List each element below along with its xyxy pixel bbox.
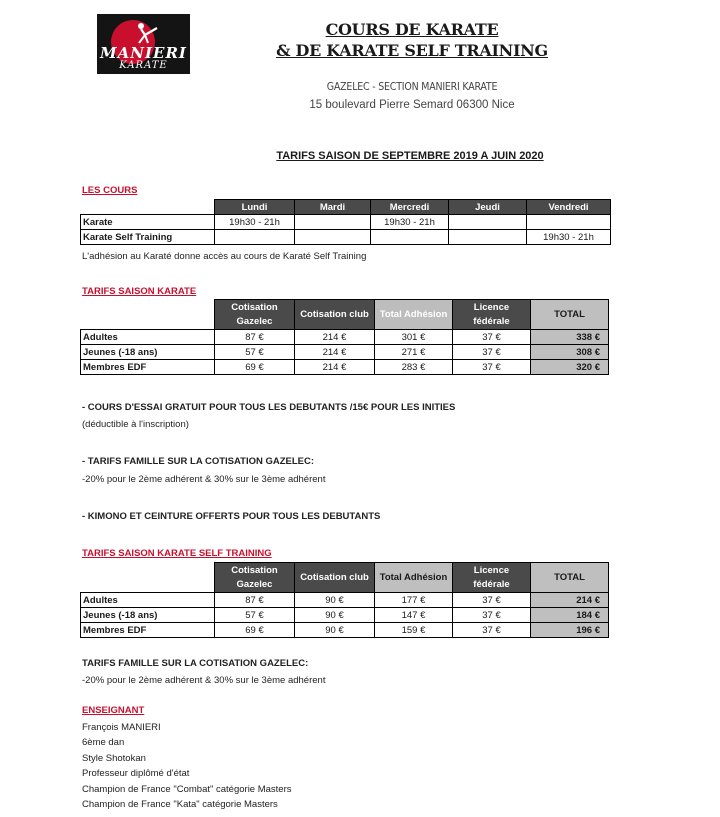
- self-training-price-table: [80, 562, 609, 638]
- address: 15 boulevard Pierre Semard 06300 Nice: [309, 99, 515, 111]
- self-famille-note: TARIFS FAMILLE SUR LA COTISATION GAZELEC:: [82, 658, 309, 669]
- price-cell: 87 €: [215, 330, 295, 345]
- schedule-cell: [371, 230, 449, 245]
- header-cotisation-gazelec: [215, 563, 295, 593]
- season-title: TARIFS SAISON DE SEPTEMBRE 2019 A JUIN 2020: [276, 150, 544, 162]
- cours-note: L'adhésion au Karaté donne accès au cours de Karaté Self Training: [82, 251, 367, 262]
- schedule-cell: [295, 215, 371, 230]
- schedule-cell: [449, 215, 527, 230]
- header-text: Licence: [473, 564, 510, 576]
- kimono-note: - KIMONO ET CEINTURE OFFERTS POUR TOUS LES DEBUTANTS: [82, 511, 381, 522]
- price-cell: 214 €: [295, 330, 375, 345]
- row-label: Adultes: [81, 593, 215, 608]
- price-header-row: [81, 300, 609, 330]
- row-label: Karate Self Training: [81, 230, 215, 245]
- header-total-adhesion: Total Adhésion: [375, 300, 453, 330]
- row-label: Karate: [81, 215, 215, 230]
- total-cell: 338 €: [531, 330, 609, 345]
- header-licence-federale: [453, 563, 531, 593]
- cours-section-title: LES COURS: [82, 185, 138, 196]
- schedule-cell: [449, 230, 527, 245]
- schedule-cell: 19h30 - 21h: [371, 215, 449, 230]
- section-name: GAZELEC - SECTION MANIERI KARATE: [326, 81, 498, 93]
- cours-table: [80, 199, 611, 245]
- header-total: TOTAL: [531, 300, 609, 330]
- schedule-cell: 19h30 - 21h: [527, 230, 611, 245]
- cours-header-row: [81, 200, 611, 215]
- header-text: Cotisation: [231, 301, 278, 313]
- table-row: [81, 623, 609, 638]
- row-label: Jeunes (-18 ans): [81, 345, 215, 360]
- logo-word-karate: KARATE: [119, 60, 168, 71]
- header-cotisation-club: Cotisation club: [295, 300, 375, 330]
- total-cell: 214 €: [531, 593, 609, 608]
- price-cell: 214 €: [295, 345, 375, 360]
- price-cell: 90 €: [295, 623, 375, 638]
- schedule-cell: [295, 230, 371, 245]
- header-text: fédérale: [473, 578, 510, 590]
- price-cell: 37 €: [453, 330, 531, 345]
- price-cell: 177 €: [375, 593, 453, 608]
- table-row: [81, 230, 611, 245]
- header-cotisation-club: Cotisation club: [295, 563, 375, 593]
- row-label: Membres EDF: [81, 623, 215, 638]
- price-cell: 90 €: [295, 593, 375, 608]
- header-licence-federale: [453, 300, 531, 330]
- schedule-cell: [215, 230, 295, 245]
- price-cell: 159 €: [375, 623, 453, 638]
- famille-subnote: -20% pour le 2ème adhérent & 30% sur le 3ème adhérent: [82, 474, 326, 485]
- logo-word-manieri: MANIERI: [100, 44, 187, 62]
- table-row: [81, 215, 611, 230]
- price-cell: 57 €: [215, 608, 295, 623]
- header-text: fédérale: [473, 315, 510, 327]
- enseignant-line: Style Shotokan: [82, 752, 146, 764]
- title-line-1: COURS DE KARATE: [325, 20, 499, 39]
- enseignant-line: Champion de France "Combat" catégorie Masters: [82, 783, 292, 795]
- day-vendredi: Vendredi: [527, 200, 611, 215]
- enseignant-section-title: ENSEIGNANT: [82, 705, 145, 716]
- price-cell: 271 €: [375, 345, 453, 360]
- table-row: [81, 360, 609, 375]
- table-row: [81, 593, 609, 608]
- total-cell: 308 €: [531, 345, 609, 360]
- karate-price-table: [80, 299, 609, 375]
- header-text: Gazelec: [236, 578, 273, 590]
- price-cell: 90 €: [295, 608, 375, 623]
- price-cell: 37 €: [453, 593, 531, 608]
- table-row: [81, 608, 609, 623]
- price-cell: 69 €: [215, 623, 295, 638]
- famille-note: - TARIFS FAMILLE SUR LA COTISATION GAZELEC:: [82, 456, 315, 467]
- enseignant-line: Professeur diplômé d'état: [82, 768, 190, 780]
- enseignant-line: 6ème dan: [82, 737, 125, 749]
- essai-subnote: (déductible à l'inscription): [82, 419, 189, 430]
- karateka-icon: [133, 22, 159, 44]
- row-label: Jeunes (-18 ans): [81, 608, 215, 623]
- day-mercredi: Mercredi: [371, 200, 449, 215]
- self-training-section-title: TARIFS SAISON KARATE SELF TRAINING: [82, 548, 272, 559]
- total-cell: 196 €: [531, 623, 609, 638]
- self-famille-subnote: -20% pour le 2ème adhérent & 30% sur le 3ème adhérent: [82, 675, 326, 686]
- price-cell: 87 €: [215, 593, 295, 608]
- price-header-row: [81, 563, 609, 593]
- enseignant-details: [82, 720, 292, 812]
- schedule-cell: 19h30 - 21h: [215, 215, 295, 230]
- karate-section-title: TARIFS SAISON KARATE: [82, 286, 197, 297]
- header-cotisation-gazelec: [215, 300, 295, 330]
- price-cell: 37 €: [453, 360, 531, 375]
- price-cell: 37 €: [453, 623, 531, 638]
- day-jeudi: Jeudi: [449, 200, 527, 215]
- price-corner: [81, 300, 215, 330]
- total-cell: 320 €: [531, 360, 609, 375]
- enseignant-line: François MANIERI: [82, 722, 161, 733]
- enseignant-line: Champion de France "Kata" catégorie Masters: [82, 799, 278, 811]
- price-corner: [81, 563, 215, 593]
- day-lundi: Lundi: [215, 200, 295, 215]
- header-text: Cotisation: [231, 564, 278, 576]
- day-mardi: Mardi: [295, 200, 371, 215]
- price-cell: 147 €: [375, 608, 453, 623]
- manieri-karate-logo: [97, 14, 190, 74]
- header-text: Gazelec: [236, 315, 273, 327]
- price-cell: 283 €: [375, 360, 453, 375]
- table-row: [81, 330, 609, 345]
- price-cell: 37 €: [453, 608, 531, 623]
- price-cell: 37 €: [453, 345, 531, 360]
- essai-note: - COURS D'ESSAI GRATUIT POUR TOUS LES DEBUTANTS /15€ POUR LES INITIES: [82, 402, 456, 413]
- price-cell: 57 €: [215, 345, 295, 360]
- table-row: [81, 345, 609, 360]
- cours-corner: [81, 200, 215, 215]
- title-line-2: & DE KARATE SELF TRAINING: [276, 41, 548, 60]
- header-total: TOTAL: [531, 563, 609, 593]
- header-total-adhesion: Total Adhésion: [375, 563, 453, 593]
- price-cell: 69 €: [215, 360, 295, 375]
- header-text: Licence: [473, 301, 510, 313]
- row-label: Membres EDF: [81, 360, 215, 375]
- price-cell: 301 €: [375, 330, 453, 345]
- total-cell: 184 €: [531, 608, 609, 623]
- schedule-cell: [527, 215, 611, 230]
- row-label: Adultes: [81, 330, 215, 345]
- price-cell: 214 €: [295, 360, 375, 375]
